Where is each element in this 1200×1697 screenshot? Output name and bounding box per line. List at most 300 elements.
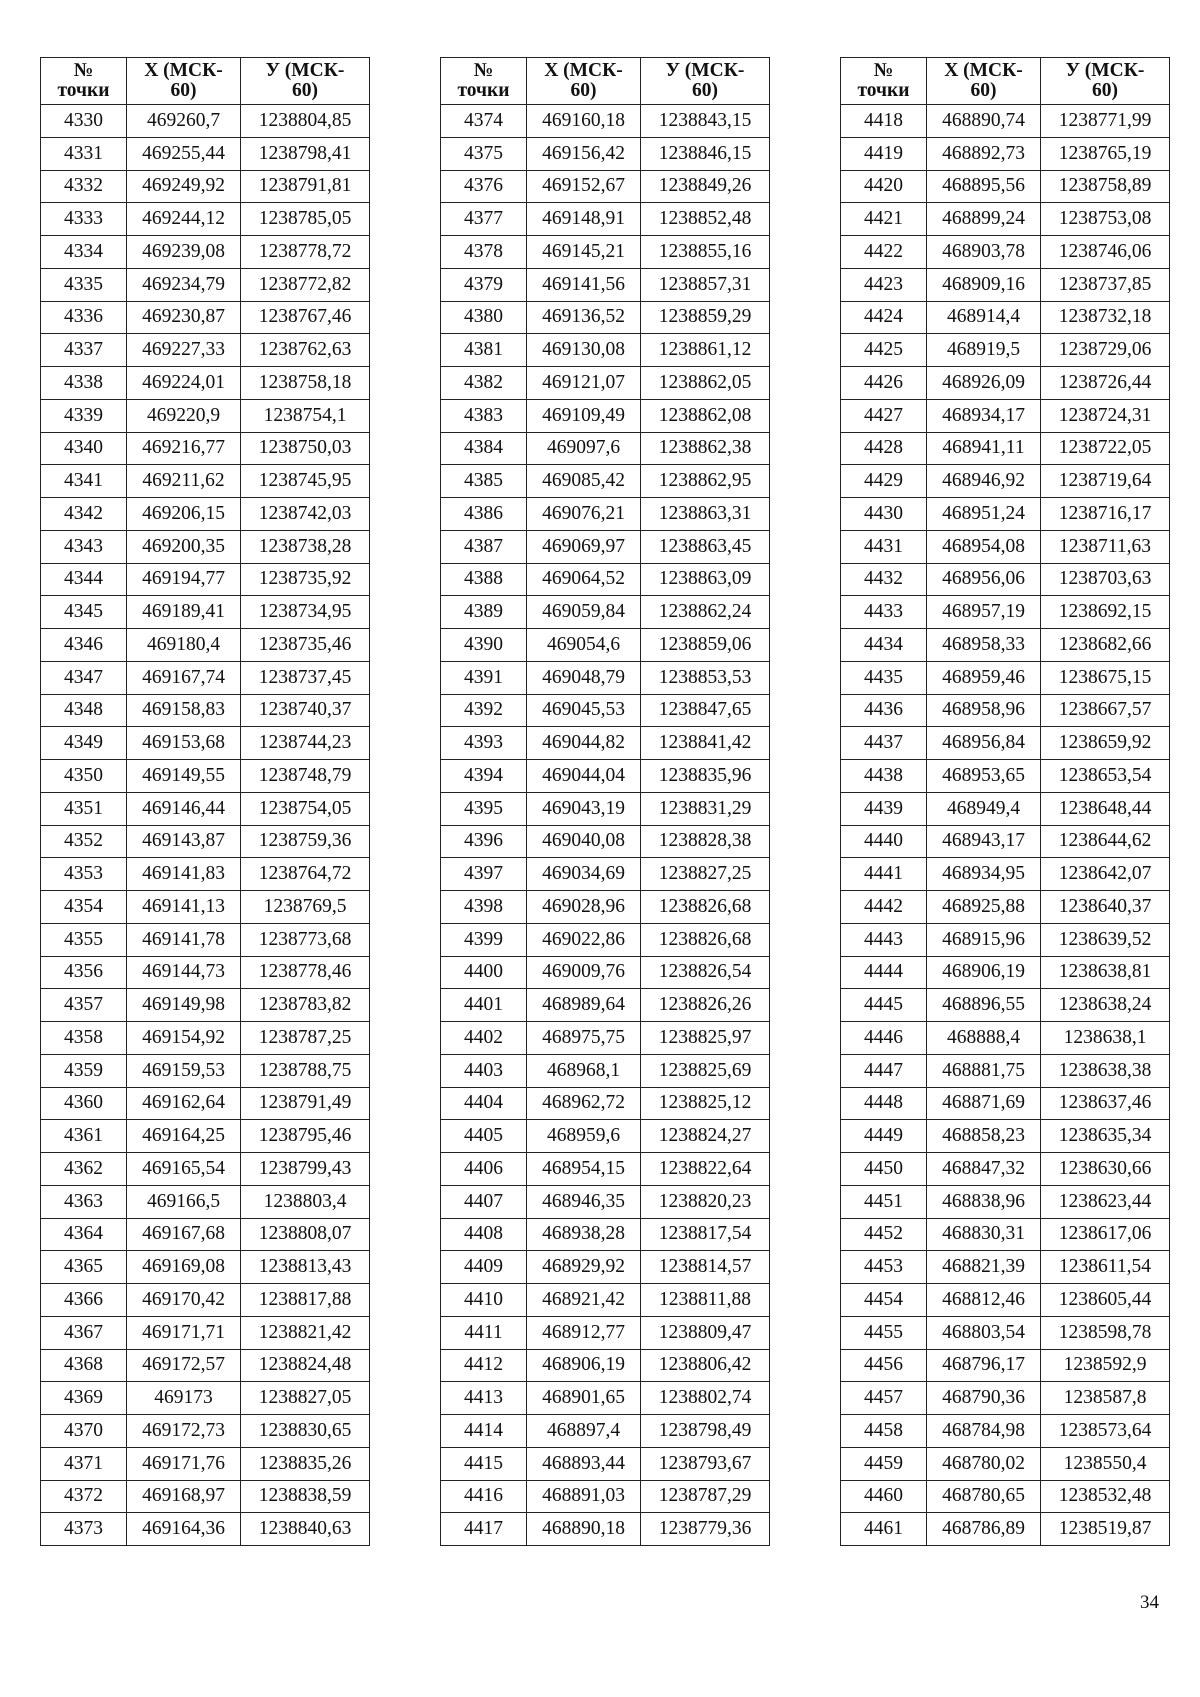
table-row xyxy=(41,825,370,858)
point-number-cell: 4374 xyxy=(441,105,527,138)
x-coordinate-cell: 468919,5 xyxy=(927,334,1041,367)
table-row xyxy=(841,760,1170,793)
x-coordinate-cell: 469249,92 xyxy=(127,170,241,203)
x-coordinate-cell: 468941,11 xyxy=(927,432,1041,465)
point-number-cell: 4333 xyxy=(41,203,127,236)
y-coordinate-cell: 1238825,69 xyxy=(641,1054,770,1087)
x-coordinate-cell: 468934,95 xyxy=(927,858,1041,891)
table-row xyxy=(841,1447,1170,1480)
table-row xyxy=(841,596,1170,629)
page-number: 34 xyxy=(1140,1592,1159,1613)
x-coordinate-cell: 469048,79 xyxy=(527,661,641,694)
y-coordinate-cell: 1238826,68 xyxy=(641,923,770,956)
point-number-cell: 4373 xyxy=(41,1513,127,1546)
x-coordinate-cell: 469044,82 xyxy=(527,727,641,760)
point-number-cell: 4338 xyxy=(41,367,127,400)
x-coordinate-cell: 468975,75 xyxy=(527,1022,641,1055)
x-coordinate-cell: 468821,39 xyxy=(927,1251,1041,1284)
x-coordinate-cell: 469009,76 xyxy=(527,956,641,989)
point-number-cell: 4384 xyxy=(441,432,527,465)
table-row xyxy=(841,399,1170,432)
point-number-cell: 4380 xyxy=(441,301,527,334)
y-coordinate-cell: 1238703,63 xyxy=(1041,563,1170,596)
point-number-cell: 4412 xyxy=(441,1349,527,1382)
table-row xyxy=(441,1087,770,1120)
point-number-cell: 4375 xyxy=(441,137,527,170)
point-number-cell: 4453 xyxy=(841,1251,927,1284)
x-coordinate-cell: 469164,25 xyxy=(127,1120,241,1153)
table-row xyxy=(841,432,1170,465)
point-number-cell: 4434 xyxy=(841,629,927,662)
point-number-cell: 4347 xyxy=(41,661,127,694)
table-row xyxy=(841,105,1170,138)
point-number-cell: 4368 xyxy=(41,1349,127,1382)
x-coordinate-cell: 468812,46 xyxy=(927,1284,1041,1317)
table-row xyxy=(841,1284,1170,1317)
y-coordinate-cell: 1238843,15 xyxy=(641,105,770,138)
y-coordinate-cell: 1238573,64 xyxy=(1041,1415,1170,1448)
table-row xyxy=(41,1316,370,1349)
table-row xyxy=(41,1120,370,1153)
point-number-cell: 4340 xyxy=(41,432,127,465)
point-number-cell: 4336 xyxy=(41,301,127,334)
y-coordinate-cell: 1238826,26 xyxy=(641,989,770,1022)
x-coordinate-cell: 469059,84 xyxy=(527,596,641,629)
x-coordinate-cell: 468899,24 xyxy=(927,203,1041,236)
table-row xyxy=(41,563,370,596)
y-coordinate-cell: 1238847,65 xyxy=(641,694,770,727)
point-number-cell: 4440 xyxy=(841,825,927,858)
point-number-cell: 4334 xyxy=(41,236,127,269)
y-coordinate-cell: 1238767,46 xyxy=(241,301,370,334)
table-row xyxy=(441,1316,770,1349)
point-number-cell: 4423 xyxy=(841,268,927,301)
y-coordinate-cell: 1238787,25 xyxy=(241,1022,370,1055)
x-coordinate-cell: 468959,6 xyxy=(527,1120,641,1153)
point-number-cell: 4422 xyxy=(841,236,927,269)
point-number-cell: 4391 xyxy=(441,661,527,694)
table-row xyxy=(41,1251,370,1284)
point-number-cell: 4361 xyxy=(41,1120,127,1153)
x-coordinate-cell: 468943,17 xyxy=(927,825,1041,858)
table-row xyxy=(841,465,1170,498)
x-coordinate-cell: 468909,16 xyxy=(927,268,1041,301)
x-coordinate-cell: 468893,44 xyxy=(527,1447,641,1480)
x-coordinate-cell: 468903,78 xyxy=(927,236,1041,269)
y-coordinate-cell: 1238853,53 xyxy=(641,661,770,694)
y-coordinate-cell: 1238735,92 xyxy=(241,563,370,596)
table-row xyxy=(41,956,370,989)
y-coordinate-cell: 1238773,68 xyxy=(241,923,370,956)
table-row xyxy=(41,105,370,138)
table-row xyxy=(841,694,1170,727)
table-row xyxy=(441,1120,770,1153)
point-number-cell: 4426 xyxy=(841,367,927,400)
y-coordinate-cell: 1238862,05 xyxy=(641,367,770,400)
x-coordinate-cell: 468784,98 xyxy=(927,1415,1041,1448)
table-row xyxy=(441,301,770,334)
y-coordinate-cell: 1238855,16 xyxy=(641,236,770,269)
point-number-cell: 4357 xyxy=(41,989,127,1022)
point-number-cell: 4344 xyxy=(41,563,127,596)
y-coordinate-cell: 1238716,17 xyxy=(1041,498,1170,531)
x-coordinate-cell: 468786,89 xyxy=(927,1513,1041,1546)
table-row xyxy=(441,236,770,269)
x-coordinate-cell: 469069,97 xyxy=(527,530,641,563)
table-row xyxy=(441,1022,770,1055)
x-coordinate-cell: 469045,53 xyxy=(527,694,641,727)
y-coordinate-cell: 1238840,63 xyxy=(241,1513,370,1546)
y-coordinate-cell: 1238862,08 xyxy=(641,399,770,432)
x-coordinate-cell: 469022,86 xyxy=(527,923,641,956)
point-number-cell: 4352 xyxy=(41,825,127,858)
point-number-cell: 4370 xyxy=(41,1415,127,1448)
x-coordinate-cell: 468888,4 xyxy=(927,1022,1041,1055)
y-coordinate-cell: 1238803,4 xyxy=(241,1185,370,1218)
y-coordinate-cell: 1238811,88 xyxy=(641,1284,770,1317)
y-coordinate-cell: 1238532,48 xyxy=(1041,1480,1170,1513)
x-coordinate-cell: 468896,55 xyxy=(927,989,1041,1022)
point-number-cell: 4371 xyxy=(41,1447,127,1480)
y-coordinate-cell: 1238758,18 xyxy=(241,367,370,400)
y-coordinate-cell: 1238740,37 xyxy=(241,694,370,727)
x-coordinate-cell: 468912,77 xyxy=(527,1316,641,1349)
table-row xyxy=(841,1349,1170,1382)
y-coordinate-cell: 1238754,05 xyxy=(241,792,370,825)
y-coordinate-cell: 1238638,24 xyxy=(1041,989,1170,1022)
table-row xyxy=(41,760,370,793)
point-number-cell: 4405 xyxy=(441,1120,527,1153)
y-coordinate-cell: 1238791,49 xyxy=(241,1087,370,1120)
point-number-cell: 4369 xyxy=(41,1382,127,1415)
point-number-cell: 4367 xyxy=(41,1316,127,1349)
table-row xyxy=(441,1415,770,1448)
y-coordinate-cell: 1238617,06 xyxy=(1041,1218,1170,1251)
x-coordinate-cell: 468958,96 xyxy=(927,694,1041,727)
x-coordinate-cell: 468925,88 xyxy=(927,891,1041,924)
point-number-cell: 4346 xyxy=(41,629,127,662)
y-coordinate-cell: 1238778,72 xyxy=(241,236,370,269)
table-row xyxy=(441,1513,770,1546)
y-coordinate-cell: 1238732,18 xyxy=(1041,301,1170,334)
point-number-cell: 4392 xyxy=(441,694,527,727)
point-number-cell: 4402 xyxy=(441,1022,527,1055)
table-row xyxy=(41,661,370,694)
x-coordinate-cell: 469173 xyxy=(127,1382,241,1415)
table-row xyxy=(841,498,1170,531)
point-number-cell: 4417 xyxy=(441,1513,527,1546)
table-header-row xyxy=(41,58,370,105)
x-coordinate-cell: 468949,4 xyxy=(927,792,1041,825)
x-coordinate-cell: 468891,03 xyxy=(527,1480,641,1513)
table-row xyxy=(841,727,1170,760)
table-row xyxy=(841,1022,1170,1055)
point-number-cell: 4363 xyxy=(41,1185,127,1218)
y-coordinate-cell: 1238852,48 xyxy=(641,203,770,236)
point-number-cell: 4444 xyxy=(841,956,927,989)
y-coordinate-cell: 1238778,46 xyxy=(241,956,370,989)
y-coordinate-header: У (МСК- 60) xyxy=(1041,58,1170,105)
point-number-cell: 4398 xyxy=(441,891,527,924)
y-coordinate-cell: 1238798,41 xyxy=(241,137,370,170)
table-row xyxy=(841,1382,1170,1415)
point-number-cell: 4420 xyxy=(841,170,927,203)
y-coordinate-cell: 1238822,64 xyxy=(641,1153,770,1186)
y-coordinate-cell: 1238830,65 xyxy=(241,1415,370,1448)
y-coordinate-cell: 1238838,59 xyxy=(241,1480,370,1513)
table-row xyxy=(841,170,1170,203)
y-coordinate-header: У (МСК- 60) xyxy=(241,58,370,105)
table-row xyxy=(41,1153,370,1186)
x-coordinate-cell: 469144,73 xyxy=(127,956,241,989)
y-coordinate-cell: 1238785,05 xyxy=(241,203,370,236)
y-coordinate-cell: 1238831,29 xyxy=(641,792,770,825)
y-coordinate-cell: 1238817,54 xyxy=(641,1218,770,1251)
point-number-header: № точки xyxy=(841,58,927,105)
y-coordinate-cell: 1238635,34 xyxy=(1041,1120,1170,1153)
x-coordinate-cell: 468838,96 xyxy=(927,1185,1041,1218)
y-coordinate-cell: 1238809,47 xyxy=(641,1316,770,1349)
x-coordinate-cell: 468938,28 xyxy=(527,1218,641,1251)
point-number-cell: 4459 xyxy=(841,1447,927,1480)
table-row xyxy=(41,268,370,301)
x-coordinate-cell: 468830,31 xyxy=(927,1218,1041,1251)
point-number-cell: 4424 xyxy=(841,301,927,334)
table-row xyxy=(841,1087,1170,1120)
x-coordinate-cell: 469109,49 xyxy=(527,399,641,432)
y-coordinate-cell: 1238787,29 xyxy=(641,1480,770,1513)
x-coordinate-cell: 469044,04 xyxy=(527,760,641,793)
point-number-cell: 4452 xyxy=(841,1218,927,1251)
x-coordinate-cell: 469141,56 xyxy=(527,268,641,301)
y-coordinate-cell: 1238653,54 xyxy=(1041,760,1170,793)
table-row xyxy=(441,891,770,924)
point-number-cell: 4443 xyxy=(841,923,927,956)
table-row xyxy=(41,989,370,1022)
y-coordinate-cell: 1238849,26 xyxy=(641,170,770,203)
x-coordinate-cell: 469149,98 xyxy=(127,989,241,1022)
x-coordinate-cell: 468892,73 xyxy=(927,137,1041,170)
point-number-cell: 4330 xyxy=(41,105,127,138)
table-row xyxy=(441,596,770,629)
point-number-cell: 4389 xyxy=(441,596,527,629)
x-coordinate-cell: 469216,77 xyxy=(127,432,241,465)
x-coordinate-cell: 468906,19 xyxy=(927,956,1041,989)
point-number-cell: 4414 xyxy=(441,1415,527,1448)
table-row xyxy=(841,956,1170,989)
table-row xyxy=(441,694,770,727)
point-number-cell: 4425 xyxy=(841,334,927,367)
y-coordinate-cell: 1238835,96 xyxy=(641,760,770,793)
y-coordinate-cell: 1238587,8 xyxy=(1041,1382,1170,1415)
x-coordinate-cell: 469146,44 xyxy=(127,792,241,825)
table-row xyxy=(41,301,370,334)
table-row xyxy=(41,236,370,269)
x-coordinate-cell: 469152,67 xyxy=(527,170,641,203)
y-coordinate-cell: 1238754,1 xyxy=(241,399,370,432)
point-number-cell: 4457 xyxy=(841,1382,927,1415)
table-row xyxy=(41,203,370,236)
table-row xyxy=(441,727,770,760)
point-number-cell: 4438 xyxy=(841,760,927,793)
point-number-cell: 4335 xyxy=(41,268,127,301)
x-coordinate-cell: 468780,65 xyxy=(927,1480,1041,1513)
y-coordinate-cell: 1238863,31 xyxy=(641,498,770,531)
y-coordinate-cell: 1238737,45 xyxy=(241,661,370,694)
x-coordinate-cell: 469153,68 xyxy=(127,727,241,760)
table-header-row xyxy=(841,58,1170,105)
x-coordinate-cell: 469054,6 xyxy=(527,629,641,662)
x-coordinate-cell: 468929,92 xyxy=(527,1251,641,1284)
x-coordinate-cell: 468895,56 xyxy=(927,170,1041,203)
x-coordinate-cell: 469206,15 xyxy=(127,498,241,531)
y-coordinate-cell: 1238826,68 xyxy=(641,891,770,924)
table-row xyxy=(41,1022,370,1055)
x-coordinate-cell: 468953,65 xyxy=(927,760,1041,793)
table-row xyxy=(41,596,370,629)
point-number-cell: 4342 xyxy=(41,498,127,531)
table-row xyxy=(841,268,1170,301)
table-row xyxy=(441,858,770,891)
point-number-cell: 4400 xyxy=(441,956,527,989)
y-coordinate-cell: 1238637,46 xyxy=(1041,1087,1170,1120)
point-number-cell: 4399 xyxy=(441,923,527,956)
point-number-cell: 4339 xyxy=(41,399,127,432)
y-coordinate-cell: 1238722,05 xyxy=(1041,432,1170,465)
y-coordinate-cell: 1238630,66 xyxy=(1041,1153,1170,1186)
table-row xyxy=(441,1284,770,1317)
table-row xyxy=(41,498,370,531)
point-number-cell: 4388 xyxy=(441,563,527,596)
x-coordinate-cell: 468803,54 xyxy=(927,1316,1041,1349)
point-number-cell: 4448 xyxy=(841,1087,927,1120)
table-row xyxy=(841,1153,1170,1186)
y-coordinate-cell: 1238667,57 xyxy=(1041,694,1170,727)
y-coordinate-cell: 1238791,81 xyxy=(241,170,370,203)
x-coordinate-cell: 468897,4 xyxy=(527,1415,641,1448)
point-number-cell: 4411 xyxy=(441,1316,527,1349)
point-number-cell: 4403 xyxy=(441,1054,527,1087)
table-row xyxy=(41,367,370,400)
table-row xyxy=(41,1415,370,1448)
x-coordinate-cell: 469145,21 xyxy=(527,236,641,269)
point-number-cell: 4379 xyxy=(441,268,527,301)
table-row xyxy=(41,1447,370,1480)
x-coordinate-cell: 469154,92 xyxy=(127,1022,241,1055)
x-coordinate-header: X (МСК- 60) xyxy=(927,58,1041,105)
y-coordinate-cell: 1238820,23 xyxy=(641,1185,770,1218)
table-row xyxy=(41,1349,370,1382)
point-number-cell: 4437 xyxy=(841,727,927,760)
x-coordinate-cell: 469085,42 xyxy=(527,465,641,498)
x-coordinate-cell: 469167,74 xyxy=(127,661,241,694)
x-coordinate-cell: 468847,32 xyxy=(927,1153,1041,1186)
y-coordinate-cell: 1238611,54 xyxy=(1041,1251,1170,1284)
table-row xyxy=(41,334,370,367)
point-number-cell: 4445 xyxy=(841,989,927,1022)
x-coordinate-cell: 469194,77 xyxy=(127,563,241,596)
table-row xyxy=(441,399,770,432)
table-row xyxy=(41,727,370,760)
x-coordinate-header: X (МСК- 60) xyxy=(527,58,641,105)
y-coordinate-cell: 1238859,29 xyxy=(641,301,770,334)
y-coordinate-cell: 1238862,95 xyxy=(641,465,770,498)
y-coordinate-cell: 1238744,23 xyxy=(241,727,370,760)
x-coordinate-cell: 469164,36 xyxy=(127,1513,241,1546)
y-coordinate-cell: 1238638,38 xyxy=(1041,1054,1170,1087)
point-number-cell: 4350 xyxy=(41,760,127,793)
table-row xyxy=(441,1054,770,1087)
table-row xyxy=(441,268,770,301)
table-row xyxy=(841,301,1170,334)
table-row xyxy=(441,334,770,367)
y-coordinate-cell: 1238734,95 xyxy=(241,596,370,629)
point-number-cell: 4397 xyxy=(441,858,527,891)
table-row xyxy=(441,792,770,825)
y-coordinate-cell: 1238857,31 xyxy=(641,268,770,301)
point-number-header: № точки xyxy=(441,58,527,105)
y-coordinate-cell: 1238862,24 xyxy=(641,596,770,629)
table-row xyxy=(441,203,770,236)
point-number-cell: 4377 xyxy=(441,203,527,236)
y-coordinate-cell: 1238648,44 xyxy=(1041,792,1170,825)
x-coordinate-cell: 469244,12 xyxy=(127,203,241,236)
point-number-cell: 4360 xyxy=(41,1087,127,1120)
x-coordinate-cell: 468934,17 xyxy=(927,399,1041,432)
point-number-cell: 4416 xyxy=(441,1480,527,1513)
point-number-cell: 4396 xyxy=(441,825,527,858)
y-coordinate-cell: 1238827,05 xyxy=(241,1382,370,1415)
y-coordinate-cell: 1238863,45 xyxy=(641,530,770,563)
table-row xyxy=(841,137,1170,170)
table-row xyxy=(41,1480,370,1513)
y-coordinate-cell: 1238795,46 xyxy=(241,1120,370,1153)
point-number-cell: 4447 xyxy=(841,1054,927,1087)
table-row xyxy=(441,1218,770,1251)
y-coordinate-cell: 1238863,09 xyxy=(641,563,770,596)
table-row xyxy=(41,891,370,924)
table-row xyxy=(841,1120,1170,1153)
table-row xyxy=(441,1185,770,1218)
point-number-cell: 4410 xyxy=(441,1284,527,1317)
x-coordinate-cell: 469168,97 xyxy=(127,1480,241,1513)
point-number-cell: 4394 xyxy=(441,760,527,793)
point-number-cell: 4450 xyxy=(841,1153,927,1186)
y-coordinate-cell: 1238746,06 xyxy=(1041,236,1170,269)
table-row xyxy=(841,1415,1170,1448)
table-row xyxy=(41,1218,370,1251)
table-row xyxy=(841,334,1170,367)
x-coordinate-cell: 468968,1 xyxy=(527,1054,641,1087)
point-number-cell: 4381 xyxy=(441,334,527,367)
y-coordinate-cell: 1238862,38 xyxy=(641,432,770,465)
coordinates-table-3 xyxy=(840,57,1170,1546)
table-row xyxy=(41,1087,370,1120)
x-coordinate-cell: 469165,54 xyxy=(127,1153,241,1186)
point-number-cell: 4461 xyxy=(841,1513,927,1546)
y-coordinate-cell: 1238623,44 xyxy=(1041,1185,1170,1218)
x-coordinate-cell: 468956,06 xyxy=(927,563,1041,596)
x-coordinate-cell: 469141,78 xyxy=(127,923,241,956)
y-coordinate-cell: 1238827,25 xyxy=(641,858,770,891)
y-coordinate-cell: 1238828,38 xyxy=(641,825,770,858)
point-number-cell: 4359 xyxy=(41,1054,127,1087)
table-row xyxy=(841,923,1170,956)
coordinates-table-1 xyxy=(40,57,370,1546)
x-coordinate-cell: 469180,4 xyxy=(127,629,241,662)
table-row xyxy=(41,1284,370,1317)
x-coordinate-cell: 469171,76 xyxy=(127,1447,241,1480)
